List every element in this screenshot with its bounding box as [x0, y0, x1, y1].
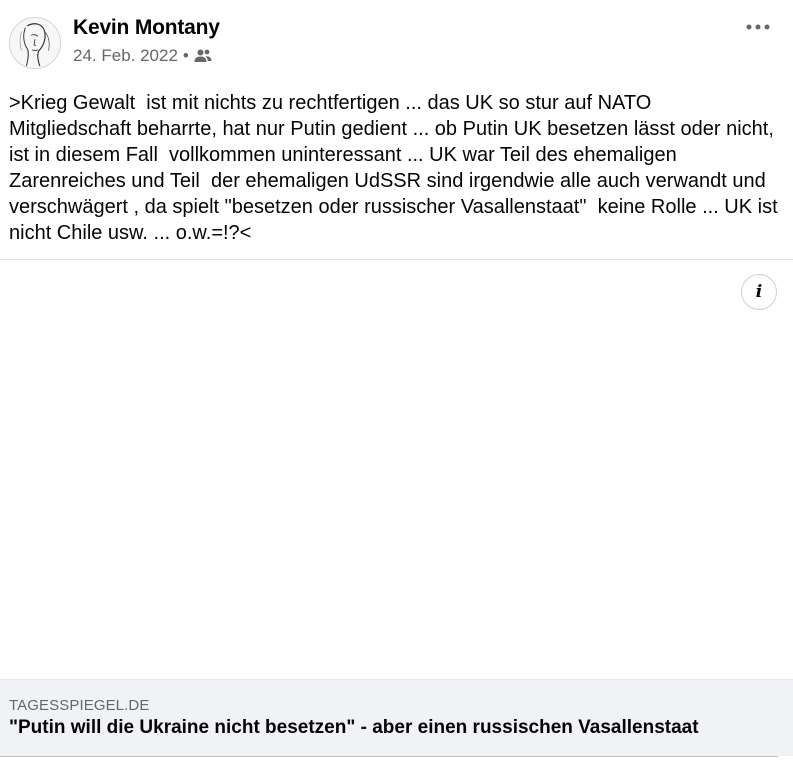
link-media-area[interactable] [0, 260, 793, 679]
avatar-sketch-icon [10, 18, 60, 68]
friends-icon[interactable] [194, 48, 212, 64]
link-preview[interactable] [0, 679, 793, 756]
meta-separator: • [182, 46, 189, 65]
more-options-button[interactable] [743, 14, 773, 40]
post-meta [73, 46, 212, 66]
link-headline[interactable]: "Putin will die Ukraine nicht besetzen" - aber einen russischen Vasallenstaat [9, 717, 699, 738]
post-header [0, 0, 793, 80]
avatar[interactable] [9, 17, 61, 69]
post-bottom-divider [0, 756, 778, 757]
post-message: >Krieg Gewalt ist mit nichts zu rechtfertigen ... das UK so stur auf NATO Mitgliedschaft beharrte, hat nur Putin gedient ... ob Putin UK besetzen lässt oder nicht, ist in diesem Fall vollkommen uninteressant ... UK war Teil des ehemaligen Zarenreiches und Teil der ehemaligen UdSSR sind irgendwie alle auch verwandt und verschwägert , da spielt "besetzen oder russischer Vasallenstaat" keine Rolle ... UK ist nicht Chile usw. ... o.w.=!?< [9, 92, 784, 244]
info-icon: i [755, 282, 763, 302]
link-domain: TAGESSPIEGEL.DE [9, 697, 150, 714]
author-name[interactable]: Kevin Montany [73, 16, 220, 39]
info-button[interactable] [741, 274, 777, 310]
post-date[interactable]: 24. Feb. 2022 [73, 46, 178, 65]
more-horizontal-icon [746, 24, 770, 30]
